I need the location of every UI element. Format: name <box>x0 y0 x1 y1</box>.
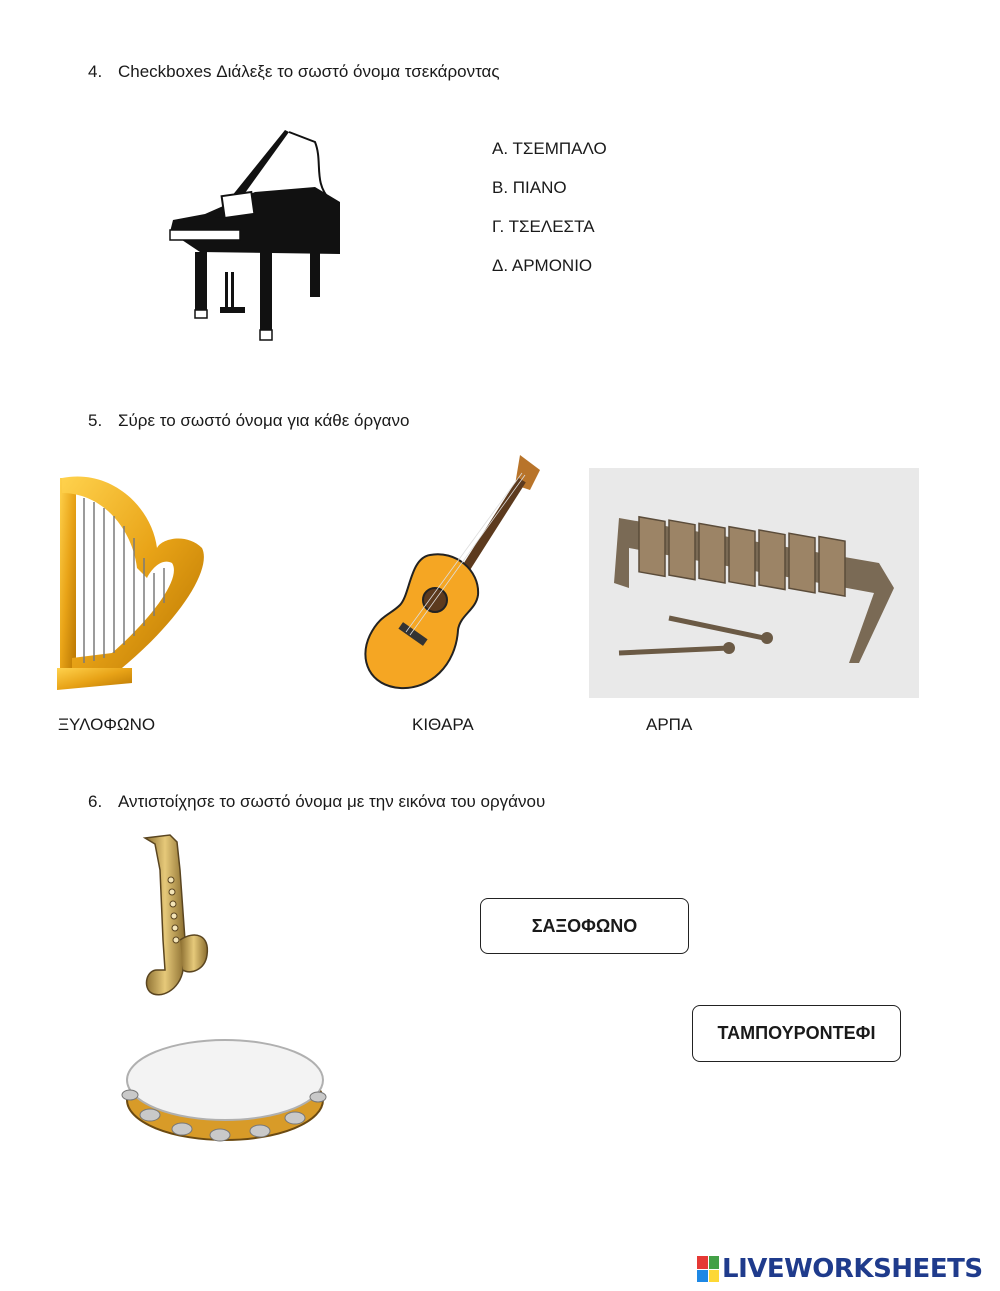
question-5 <box>88 411 409 431</box>
option-d[interactable]: Δ. ΑΡΜΟΝΙΟ <box>492 256 593 275</box>
card-saxophone[interactable]: ΣΑΞΟΦΩΝΟ <box>480 898 689 954</box>
question-text: Σύρε το σωστό όνομα για κάθε όργανο <box>118 411 410 430</box>
saxophone-icon <box>135 830 215 1005</box>
question-text: Checkboxes Διάλεξε το σωστό όνομα τσεκάροντας <box>118 62 500 81</box>
question-number: 4. <box>88 62 103 81</box>
piano-icon <box>165 122 345 347</box>
question-text: Αντιστοίχησε το σωστό όνομα με την εικόνα του οργάνου <box>118 792 546 811</box>
label-guitar[interactable]: ΚΙΘΑΡΑ <box>412 715 474 734</box>
harp-icon <box>52 468 212 698</box>
brand-mark-icon <box>697 1256 719 1282</box>
tambourine-icon <box>120 1025 330 1150</box>
label-xylophone[interactable]: ΞΥΛΟΦΩΝΟ <box>58 715 156 734</box>
card-tambourine[interactable]: ΤΑΜΠΟΥΡΟΝΤΕΦΙ <box>692 1005 901 1062</box>
option-a[interactable]: Α. ΤΣΕΜΠΑΛΟ <box>492 139 607 158</box>
label-harp[interactable]: ΑΡΠΑ <box>646 715 693 734</box>
brand-wordmark: LIVEWORKSHEETS <box>722 1254 983 1284</box>
xylophone-image <box>589 468 919 698</box>
xylophone-icon <box>589 468 919 698</box>
question-6 <box>88 792 545 812</box>
liveworksheets-logo[interactable] <box>697 1254 983 1284</box>
question-number: 5. <box>88 411 103 430</box>
guitar-icon <box>360 450 545 695</box>
option-c[interactable]: Γ. ΤΣΕΛΕΣΤΑ <box>492 217 595 236</box>
option-b[interactable]: Β. ΠΙΑΝΟ <box>492 178 567 197</box>
question-4 <box>88 62 500 82</box>
question-number: 6. <box>88 792 103 811</box>
